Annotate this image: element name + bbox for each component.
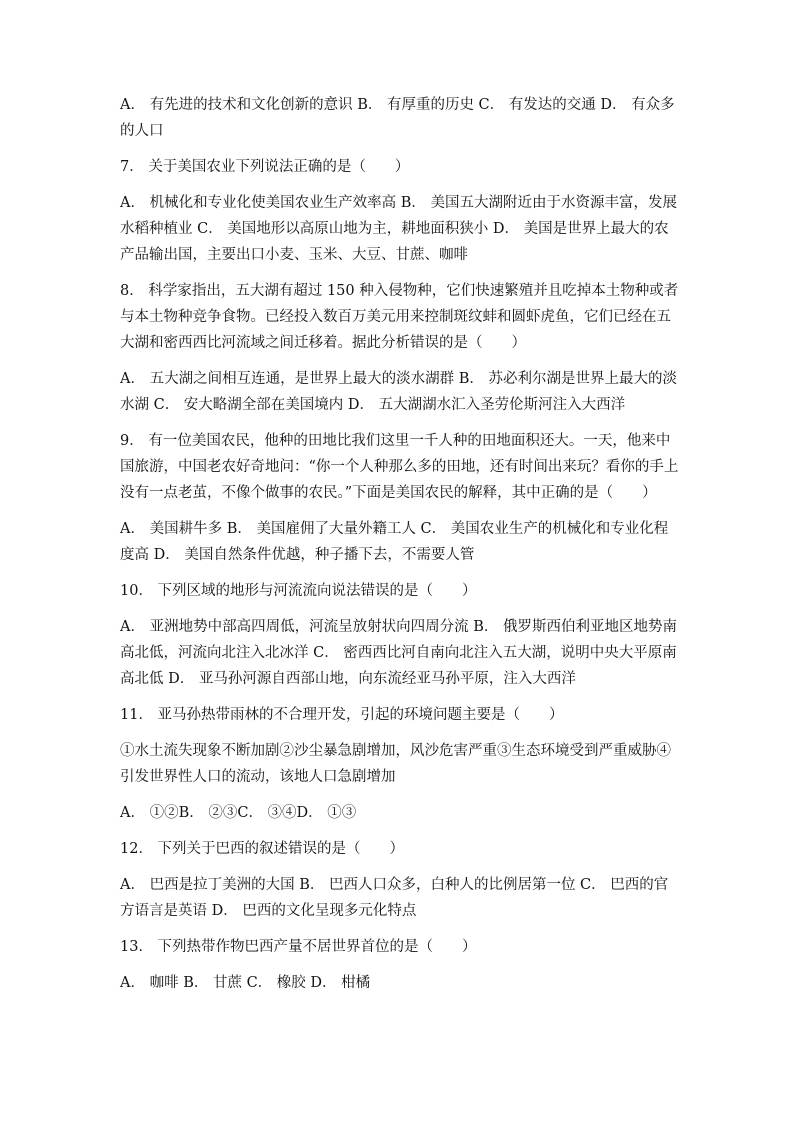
options-q8: A． 五大湖之间相互连通，是世界上最大的淡水湖群 B． 苏必利尔湖是世界上最大的淡水湖 C． 安大略湖全部在美国境内 D． 五大湖湖水汇入圣劳伦斯河注入大西洋 [120,371,677,413]
options-q10: A． 亚洲地势中部高四周低，河流呈放射状向四周分流 B． 俄罗斯西伯利亚地区地势南高北低，河流向北注入北冰洋 C． 密西西比河自南向北注入五大湖，说明中央大平原南高北低 D． 亚马孙河源自西部山地，向东流经亚马孙平原，注入大西洋 [120,619,677,687]
document-page [120,92,680,1006]
options-q11: A． ①②B． ②③C． ③④D． ①③ [120,805,357,821]
question-13: 13． 下列热带作物巴西产量不居世界首位的是（ ） [120,939,477,955]
question-8: 8． 科学家指出，五大湖有超过 150 种入侵物种，它们快速繁殖并且吃掉本土物种或者与本土物种竞争食物。已经投入数百万美元用来控制斑纹蚌和圆虾虎鱼，它们已经在五大湖和密西西比河流域之间迁移着。据此分析错误的是（ ） [120,283,679,351]
options-q12: A． 巴西是拉丁美洲的大国 B． 巴西人口众多，白种人的比例居第一位 C． 巴西的官方语言是英语 D． 巴西的文化呈现多元化特点 [120,877,669,919]
options-q6: A． 有先进的技术和文化创新的意识 B． 有厚重的历史 C． 有发达的交通 D． 有众多的人口 [120,97,675,139]
options-q7: A． 机械化和专业化使美国农业生产效率高 B． 美国五大湖附近由于水资源丰富，发展水稻种植业 C． 美国地形以高原山地为主，耕地面积狭小 D． 美国是世界上最大的农产品输出国，主要出口小麦、玉米、大豆、甘蔗、咖啡 [120,195,677,263]
options-q13: A． 咖啡 B． 甘蔗 C． 橡胶 D． 柑橘 [120,975,371,991]
question-11: 11． 亚马孙热带雨林的不合理开发，引起的环境问题主要是（ ） [120,707,564,723]
question-10: 10． 下列区域的地形与河流流向说法错误的是（ ） [120,583,477,599]
question-9: 9． 有一位美国农民，他种的田地比我们这里一千人种的田地面积还大。一天，他来中国旅游，中国老农好奇地问：“你一个人种那么多的田地，还有时间出来玩？看你的手上没有一点老茧，不像个做事的农民。”下面是美国农民的解释，其中正确的是（ ） [120,433,679,501]
statements-q11: ①水土流失现象不断加剧②沙尘暴急剧增加，风沙危害严重③生态环境受到严重威胁④引发世界性人口的流动，该地人口急剧增加 [120,743,671,785]
question-12: 12． 下列关于巴西的叙述错误的是（ ） [120,841,405,857]
question-7: 7． 关于美国农业下列说法正确的是（ ） [120,159,410,175]
options-q9: A． 美国耕牛多 B． 美国雇佣了大量外籍工人 C． 美国农业生产的机械化和专业化程度高 D． 美国自然条件优越，种子播下去，不需要人管 [120,521,669,563]
